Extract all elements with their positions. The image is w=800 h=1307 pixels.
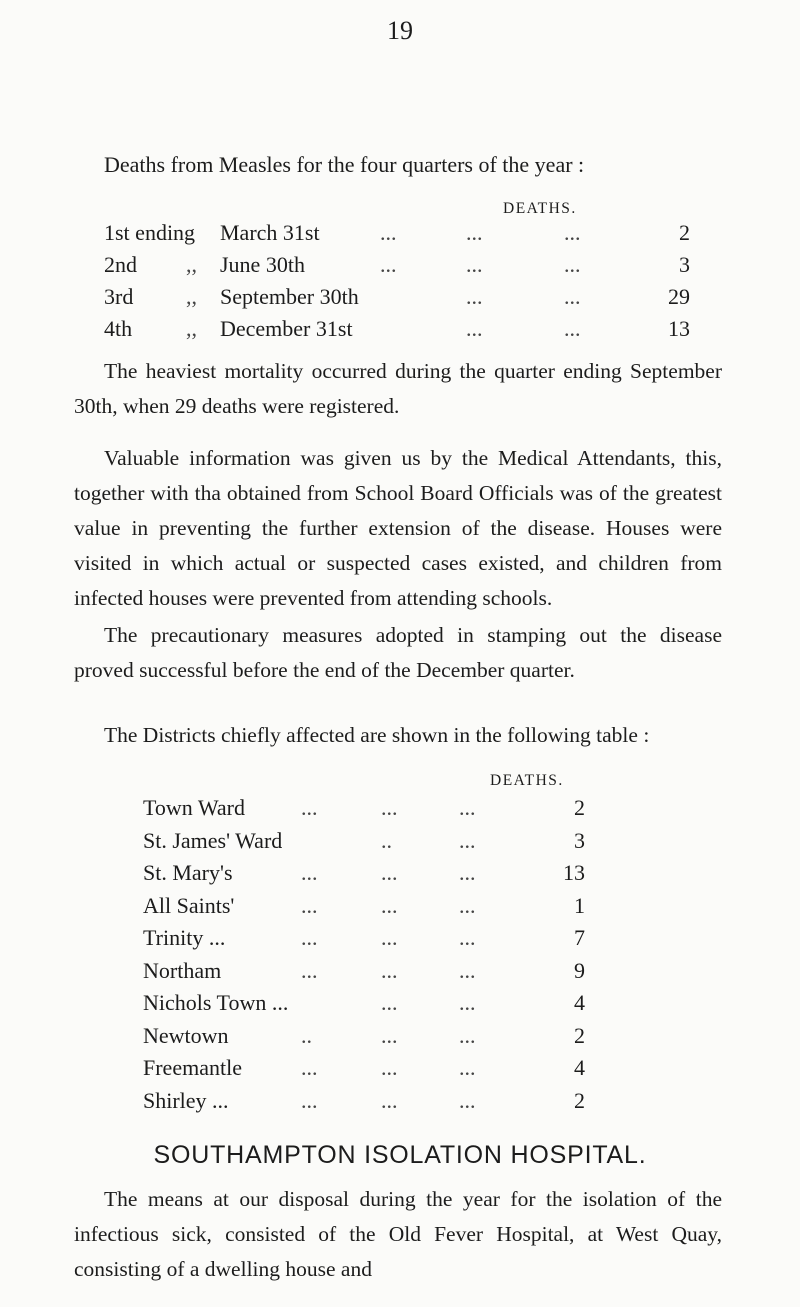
deaths-value: 2 xyxy=(574,1022,585,1048)
district-name: All Saints' xyxy=(143,892,235,918)
leader-dots: ... xyxy=(466,252,483,277)
period-label: December 31st xyxy=(220,316,353,341)
leader-dots: .. xyxy=(301,1022,312,1048)
valuable-paragraph: Valuable information was given us by the Medical Attendants, this, together with tha obtained from School Board Officials was of the greatest value in preventing the further extension of the disease. Houses were visited in which actual or suspected cases existed, and children from infected houses were prevented from attending schools. xyxy=(74,446,722,610)
leader-dots: ... xyxy=(459,860,476,885)
leader-dots: ... xyxy=(466,316,483,341)
leader-dots: ... xyxy=(459,827,476,853)
district-row xyxy=(143,1023,663,1053)
deaths-value: 7 xyxy=(574,925,585,950)
closing-paragraph: The means at our disposal during the year for the isolation of the infectious sick, consisted of the Old Fever Hospital, at West Quay, consisting of a dwelling house and xyxy=(74,1187,722,1281)
district-row xyxy=(143,1055,663,1085)
leader-dots: ... xyxy=(564,220,581,245)
district-row xyxy=(143,958,663,988)
district-name: Newtown xyxy=(143,1022,229,1048)
district-name: Trinity ... xyxy=(143,925,226,950)
deaths-value: 2 xyxy=(574,795,585,820)
leader-dots: ... xyxy=(301,1087,318,1113)
deaths-value: 29 xyxy=(668,284,690,309)
leader-dots: ... xyxy=(564,316,581,341)
district-row xyxy=(143,893,663,923)
leader-dots: ... xyxy=(459,795,476,820)
leader-dots: ... xyxy=(459,892,476,918)
deaths-value: 13 xyxy=(563,860,585,885)
quarter-label: 2nd xyxy=(104,252,137,277)
leader-dots: ... xyxy=(381,1055,398,1080)
leader-dots: ... xyxy=(459,1087,476,1113)
leader-dots: ... xyxy=(301,925,318,950)
measles-row xyxy=(104,284,690,314)
leader-dots: ... xyxy=(301,860,318,885)
page-number: 19 xyxy=(387,16,413,45)
period-label: September 30th xyxy=(220,284,359,309)
leader-dots: ... xyxy=(301,957,318,983)
ditto-mark: ,, xyxy=(186,284,197,309)
district-name: St. Mary's xyxy=(143,860,233,885)
leader-dots: ... xyxy=(564,284,581,309)
quarter-label: 1st ending xyxy=(104,220,196,245)
deaths-value: 3 xyxy=(679,252,690,277)
period-label: June 30th xyxy=(220,252,305,277)
deaths-value: 2 xyxy=(679,220,690,245)
district-row xyxy=(143,795,663,825)
leader-dots: ... xyxy=(381,860,398,885)
leader-dots: ... xyxy=(301,1055,318,1080)
heaviest-paragraph: The heaviest mortality occurred during the quarter ending September 30th, when 29 deaths were registered. xyxy=(74,359,722,418)
district-row xyxy=(143,990,663,1020)
precautionary-paragraph: The precautionary measures adopted in stamping out the disease proved successful before the end of the December quarter. xyxy=(74,623,722,682)
leader-dots: ... xyxy=(381,925,398,950)
leader-dots: ... xyxy=(466,284,483,309)
leader-dots: ... xyxy=(459,1055,476,1080)
leader-dots: ... xyxy=(381,957,398,983)
district-name: Freemantle xyxy=(143,1055,242,1080)
district-name: Shirley ... xyxy=(143,1087,229,1113)
district-row xyxy=(143,860,663,890)
leader-dots: ... xyxy=(381,892,398,918)
leader-dots: ... xyxy=(381,1087,398,1113)
leader-dots: ... xyxy=(466,220,483,245)
deaths-value: 1 xyxy=(574,892,585,918)
measles-row xyxy=(104,316,690,346)
leader-dots: ... xyxy=(380,220,397,245)
measles-deaths-header: DEATHS. xyxy=(503,200,577,217)
district-name: Northam xyxy=(143,957,222,983)
period-label: March 31st xyxy=(220,220,320,245)
leader-dots: ... xyxy=(301,892,318,918)
deaths-value: 9 xyxy=(574,957,585,983)
measles-caption: Deaths from Measles for the four quarters of the year : xyxy=(104,152,585,177)
districts-deaths-header: DEATHS. xyxy=(490,772,564,789)
leader-dots: ... xyxy=(381,1022,398,1048)
leader-dots: ... xyxy=(381,990,398,1015)
district-row xyxy=(143,828,663,858)
deaths-value: 4 xyxy=(574,990,585,1015)
district-row xyxy=(143,1088,663,1118)
deaths-value: 13 xyxy=(668,316,690,341)
deaths-value: 3 xyxy=(574,827,585,853)
leader-dots: ... xyxy=(459,1022,476,1048)
leader-dots: ... xyxy=(564,252,581,277)
quarter-label: 3rd xyxy=(104,284,134,309)
district-row xyxy=(143,925,663,955)
district-name: Town Ward xyxy=(143,795,245,820)
leader-dots: ... xyxy=(380,252,397,277)
deaths-value: 4 xyxy=(574,1055,585,1080)
quarter-label: 4th xyxy=(104,316,133,341)
districts-intro-paragraph: The Districts chiefly affected are shown in the following table : xyxy=(104,723,650,747)
section-heading: SOUTHAMPTON ISOLATION HOSPITAL. xyxy=(153,1141,647,1169)
ditto-mark: ,, xyxy=(186,316,197,341)
measles-row xyxy=(104,220,690,250)
ditto-mark: ,, xyxy=(186,252,197,277)
leader-dots: ... xyxy=(459,925,476,950)
leader-dots: .. xyxy=(381,827,392,853)
deaths-value: 2 xyxy=(574,1087,585,1113)
district-name: St. James' Ward xyxy=(143,827,283,853)
leader-dots: ... xyxy=(459,957,476,983)
leader-dots: ... xyxy=(381,795,398,820)
measles-row xyxy=(104,252,690,282)
leader-dots: ... xyxy=(459,990,476,1015)
leader-dots: ... xyxy=(301,795,318,820)
district-name: Nichols Town ... xyxy=(143,990,289,1015)
